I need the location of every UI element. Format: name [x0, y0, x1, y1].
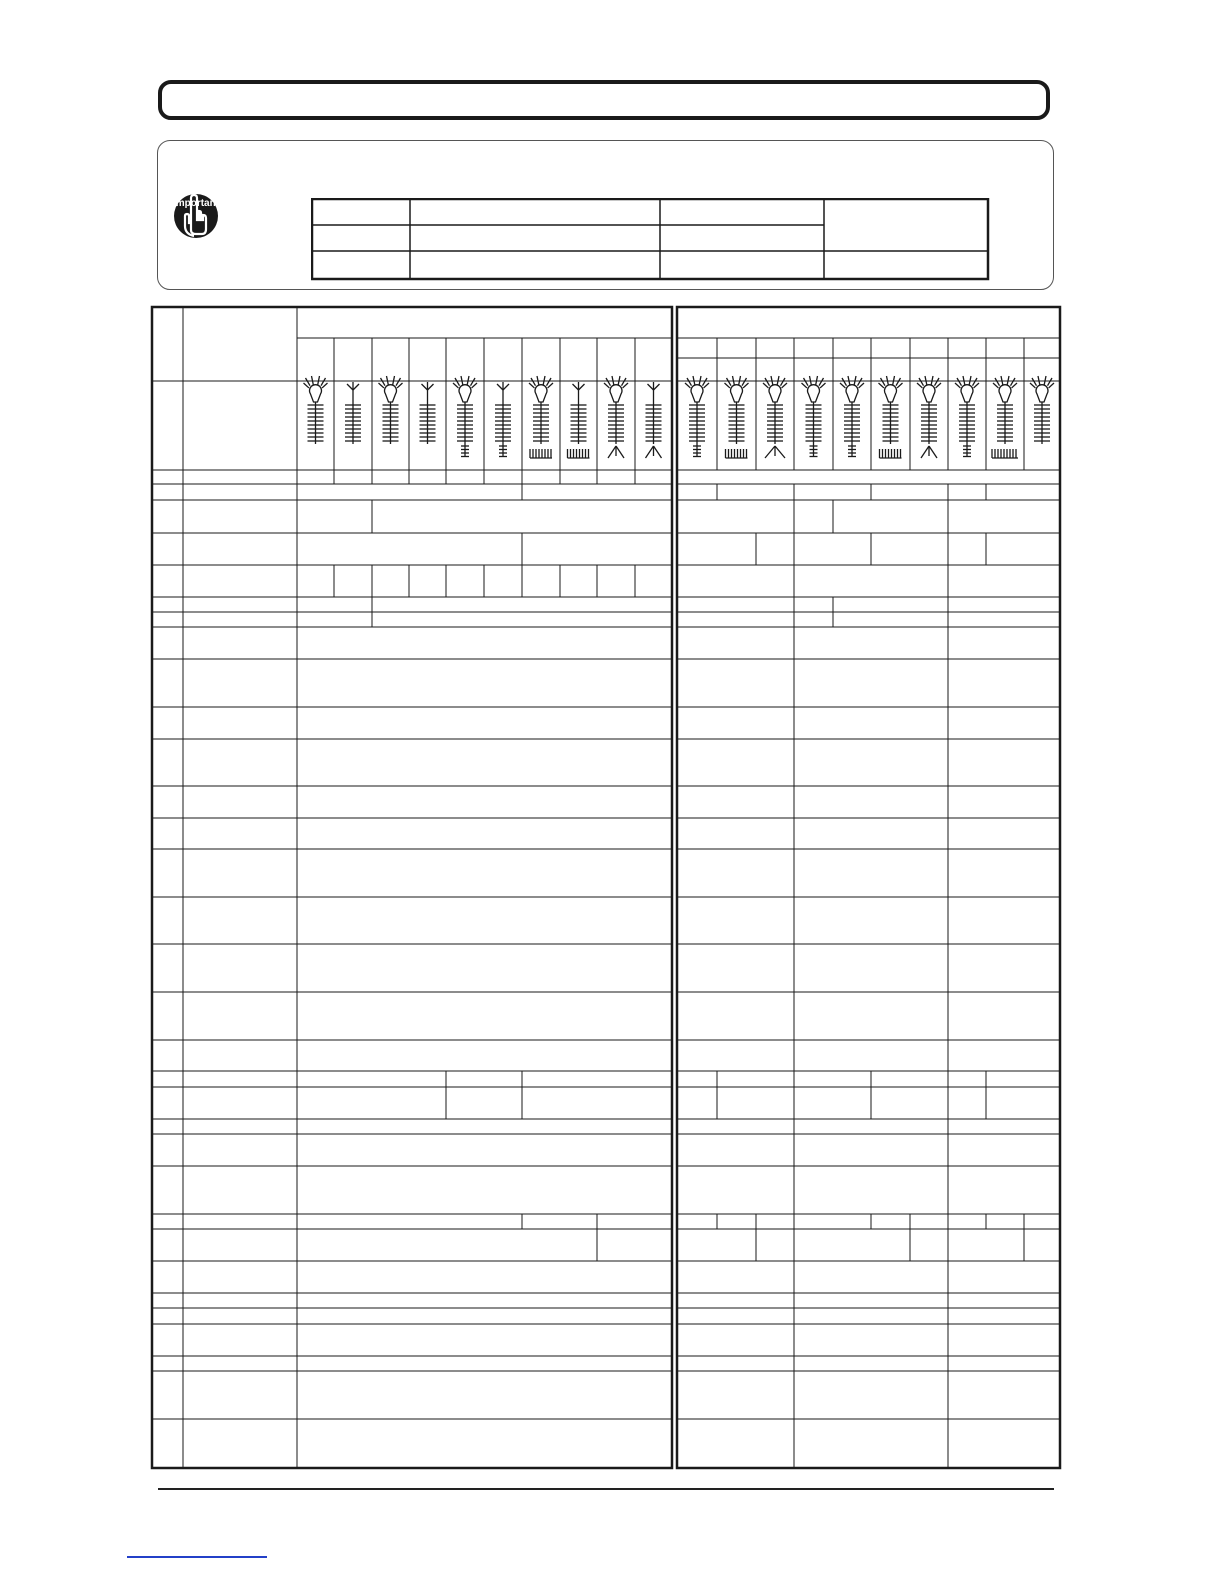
left-section-frame [152, 307, 672, 1468]
lamp-icon-right-8 [955, 376, 979, 457]
important-label: Important [172, 198, 220, 209]
lamp-icon-left-5 [453, 376, 477, 457]
lamp-icon-left-6 [495, 382, 511, 457]
lamp-icon-right-7 [917, 376, 941, 458]
lamp-icon-left-9 [604, 376, 628, 458]
lamp-icon-right-4 [802, 376, 826, 457]
lamp-icon-left-2 [345, 382, 361, 444]
lamp-icon-right-1 [685, 376, 709, 457]
footer-rule [158, 1488, 1054, 1490]
lamp-icon-right-2 [725, 376, 749, 458]
right-section-frame [677, 307, 1060, 1468]
lamp-icon-right-5 [840, 376, 864, 457]
lamp-icon-left-3 [379, 376, 403, 444]
lamp-icon-right-3 [763, 376, 787, 458]
lamp-icon-left-1 [304, 376, 328, 444]
lamp-icon-left-10 [646, 382, 662, 458]
lamp-icon-right-9 [992, 376, 1018, 458]
lamp-icon-left-8 [568, 382, 590, 458]
lamp-icon-right-6 [879, 376, 903, 458]
footer-link[interactable] [127, 1556, 267, 1558]
lamp-icon-left-4 [420, 382, 436, 444]
lamp-icon-right-10 [1030, 376, 1054, 444]
lamp-icon-left-7 [529, 376, 553, 458]
